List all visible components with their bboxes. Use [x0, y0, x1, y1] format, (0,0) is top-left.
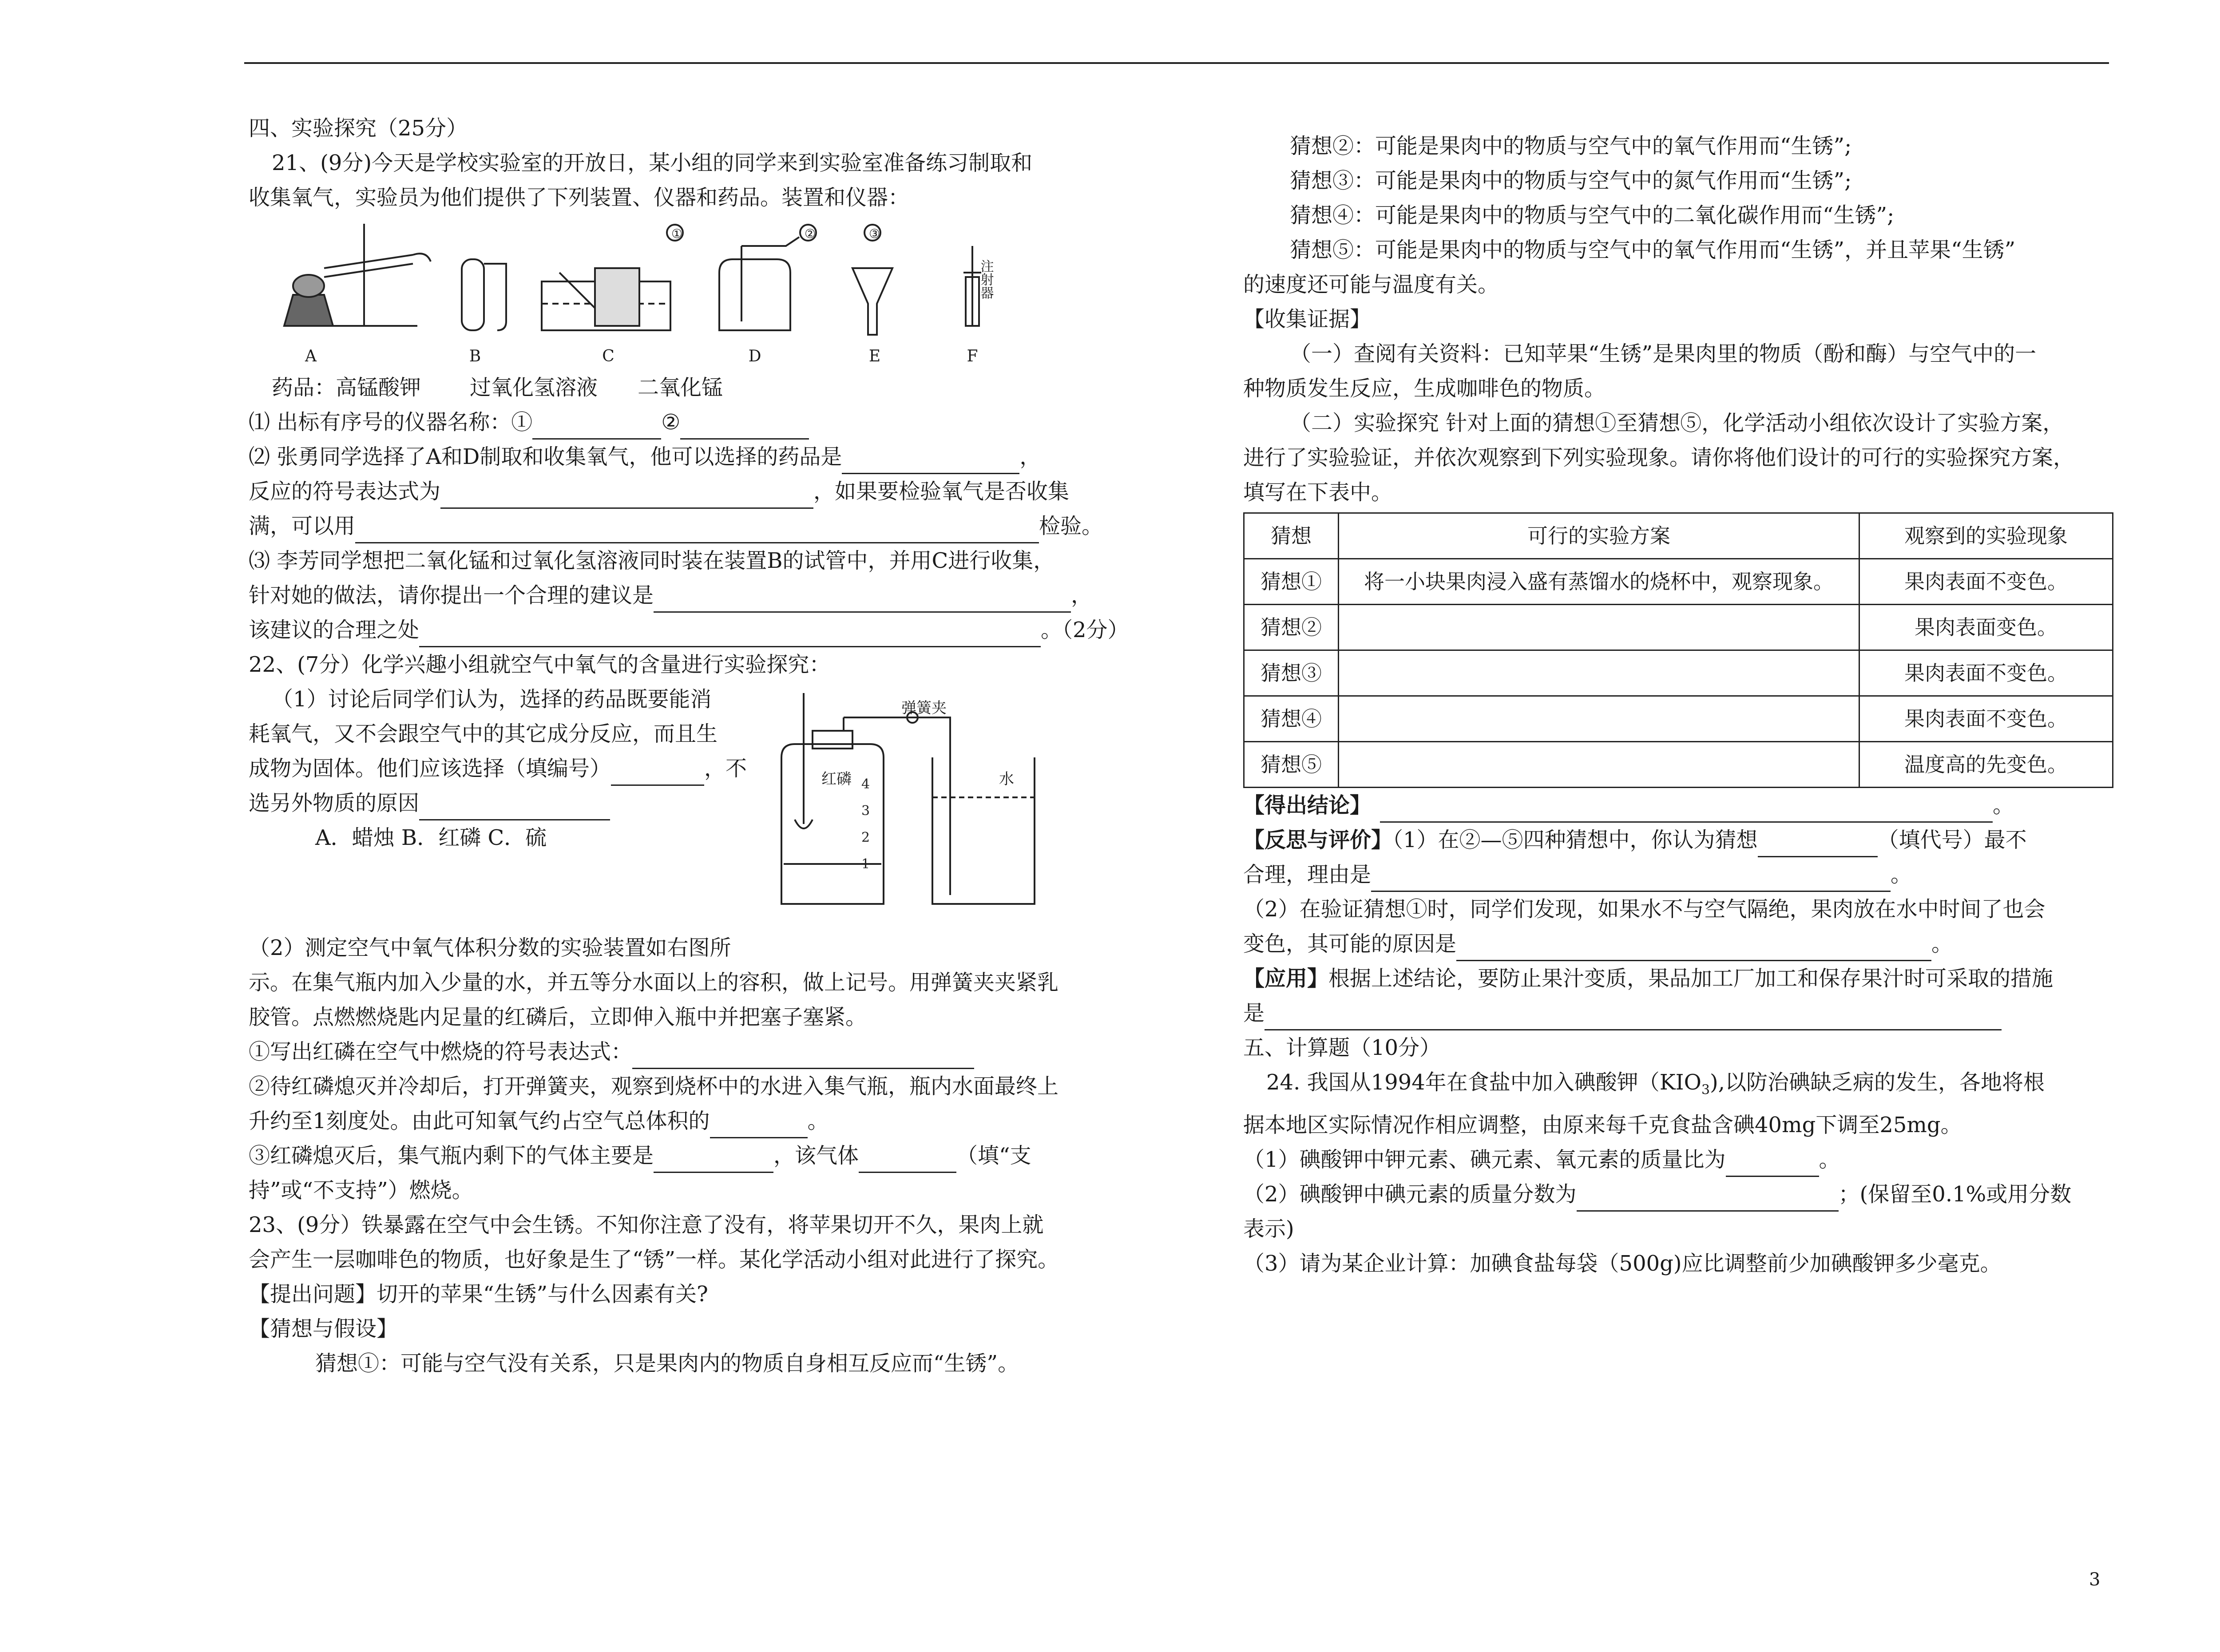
scale-4: 4 [861, 776, 870, 792]
reflection-2b: 变色，其可能的原因是 [1243, 931, 1457, 956]
q24-line2: 据本地区实际情况作相应调整，由原来每千克食盐含碘40mg下调至25mg。 [1243, 1112, 1962, 1137]
answer-blank[interactable] [654, 588, 1071, 613]
right-column [1243, 129, 2113, 1281]
q22-l3b: ，不 [704, 756, 747, 781]
reflection-1d: 。 [1891, 862, 1912, 887]
q22-l11c: （填“支 [956, 1143, 1031, 1168]
answer-blank[interactable] [1456, 937, 1931, 961]
q22-title: 22、(7分）化学兴趣小组就空气中氧气的含量进行实验探究： [249, 652, 831, 677]
answer-blank[interactable] [611, 761, 704, 786]
answer-blank[interactable] [680, 415, 809, 440]
drug-3: 二氧化锰 [638, 375, 723, 400]
left-column: 四、实验探究（25分） 21、(9分)今天是学校实验室的开放日，某小组的同学来到实验室准备练习制取和 收集氧气，实验员为他们提供了下列装置、仪器和药品。装置和仪器： ① ② ③ 注射器 A B C D E F 药品：高锰酸钾 过氧化氢溶液 二氧化锰 ⑴ 出标有序号的仪器名称：① ② ⑵ 张勇同学选择了A和D制取和收集氧气，他可以选择的药品是 ， 反应的符号表达式为 ，如果要检验氧气是否收集 满，可以用 检验。 ⑶ 李芳同学想把二氧化锰和过氧化氢溶液同时装在装置B的试管中，并用C进行收集， 针对她的做法，请你提出一个合理的建议是 ， 该建议的合理之处 。（2分） 22、(7分）化学兴趣小组就空气中氧气的含量进行实验探究： （1）讨论后同学们认为，选择的药品既要能消 耗氧气，又不会跟空气中的其它成分反应，而且生 成物为固体。他们应该选择（填编号） ，不 选另外物质的原因 A．蜡烛 B．红磷 C．硫 4 3 2 1 弹簧夹 红磷 水 （2）测定空气中氧气体积分数的实验装置如右图所 示。在集气瓶内加入少量的水，并五等分水面以上的容积，做上记号。用弹簧夹夹紧乳 胶管。点燃燃烧匙内足量的红磷后，立即伸入瓶中并把塞子塞紧。 ①写出红磷在空气中燃烧的符号表达式： ②待红磷熄灭并冷却后，打开弹簧夹，观察到烧杯中的水进入集气瓶，瓶内水面最终上 升约至1刻度处。由此可知氧气约占空气总体积的 。 ③红磷熄灭后，集气瓶内剩下的气体主要是 ，该气体 （填“支 持”或“不支持”）燃烧。 23、(9分）铁暴露在空气中会生锈。不知你注意了没有，将苹果切开不久，果肉上就 会产生一层咖啡色的物质，也好象是生了“锈”一样。某化学活动小组对此进行了探究。 【提出问题】切开的苹果“生锈”与什么因素有关? 【猜想与假设】 猜想①：可能与空气没有关系，只是果肉内的物质自身相互反应而“生锈”。 [249, 111, 1185, 1381]
q22-l10: 升约至1刻度处。由此可知氧气约占空气总体积的 [249, 1109, 710, 1133]
answer-blank[interactable] [710, 1114, 808, 1138]
section-title: 四、实验探究（25分） [249, 116, 468, 141]
answer-cell[interactable] [1339, 742, 1859, 788]
guess-2: 猜想②：可能是果肉中的物质与空气中的氧气作用而“生锈”; [1290, 134, 1852, 158]
apparatus-drawing [275, 219, 1119, 366]
table-header: 可行的实验方案 [1339, 513, 1859, 559]
q23-l4: 【猜想与假设】 [249, 1316, 398, 1341]
q23-l5: 猜想①：可能与空气没有关系，只是果肉内的物质自身相互反应而“生锈”。 [315, 1351, 1019, 1376]
collect-2a: （二）实验探究 针对上面的猜想①至猜想⑤，化学活动小组依次设计了实验方案， [1290, 411, 2064, 436]
q24-line1b: ),以防治碘缺乏病的发生，各地将根 [1710, 1070, 2045, 1095]
q21-p2: ⑵ 张勇同学选择了A和D制取和收集氧气，他可以选择的药品是 [249, 444, 842, 469]
q22-l1: （1）讨论后同学们认为，选择的药品既要能消 [272, 687, 712, 712]
conclusion-heading: 【得出结论】 [1243, 793, 1372, 818]
marker-3: ③ [869, 226, 880, 241]
scale-3: 3 [861, 803, 870, 819]
q21-line1: 21、(9分)今天是学校实验室的开放日，某小组的同学来到实验室准备练习制取和 [272, 151, 1033, 175]
q22-l8: ①写出红磷在空气中燃烧的符号表达式： [249, 1039, 633, 1064]
page-number: 3 [2089, 1569, 2101, 1590]
drugs-label: 药品： [272, 375, 336, 400]
section5-title: 五、计算题（10分） [1243, 1035, 1441, 1060]
q21-p2d: 满，可以用 [249, 514, 356, 539]
reflection-2c: 。 [1931, 931, 1953, 956]
q21-p2c: ，如果要检验氧气是否收集 [813, 479, 1070, 504]
answer-blank[interactable] [355, 519, 1039, 543]
answer-cell[interactable] [1339, 605, 1859, 650]
table-cell: 果肉表面不变色。 [1859, 559, 2113, 605]
q22-l3: 成物为固体。他们应该选择（填编号） [249, 756, 611, 781]
table-header: 观察到的实验现象 [1859, 513, 2113, 559]
q21-line2: 收集氧气，实验员为他们提供了下列装置、仪器和药品。装置和仪器： [249, 185, 910, 210]
q24-line1: 24. 我国从1994年在食盐中加入碘酸钾（KIO [1266, 1070, 1701, 1095]
label-b: B [469, 347, 481, 365]
q24-subscript: 3 [1701, 1082, 1710, 1098]
answer-blank[interactable] [532, 415, 661, 440]
q22-l9: ②待红磷熄灭并冷却后，打开弹簧夹，观察到烧杯中的水进入集气瓶，瓶内水面最终上 [249, 1074, 1059, 1099]
answer-blank[interactable] [1726, 1153, 1819, 1177]
label-f: F [967, 347, 978, 365]
table-cell: 猜想① [1244, 559, 1339, 605]
q23-l3: 【提出问题】切开的苹果“生锈”与什么因素有关? [249, 1282, 708, 1307]
answer-cell[interactable] [1339, 650, 1859, 696]
collect-2b: 进行了实验验证，并依次观察到下列实验现象。请你将他们设计的可行的实验探究方案， [1243, 445, 2075, 470]
marker-2: ② [805, 226, 816, 241]
table-cell: 猜想④ [1244, 696, 1339, 742]
reflection-2: （2）在验证猜想①时，同学们发现，如果水不与空气隔绝，果肉放在水中时间了也会 [1243, 897, 2046, 922]
table-row [1244, 650, 2113, 696]
phosphorus-label: 红磷 [821, 770, 852, 788]
drug-2: 过氧化氢溶液 [470, 375, 598, 400]
reflection-1b: （填代号）最不 [1877, 828, 2027, 852]
spring-clip-label: 弹簧夹 [901, 699, 947, 717]
table-cell: 果肉表面不变色。 [1859, 696, 2113, 742]
experiment-table [1243, 512, 2113, 788]
collect-heading: 【收集证据】 [1243, 307, 1372, 332]
q21-p2e: 检验。 [1039, 514, 1103, 539]
q24-q1: （1）碘酸钾中钾元素、碘元素、氧元素的质量比为 [1243, 1147, 1726, 1172]
application-text-2: 是 [1243, 1001, 1265, 1026]
scale-1: 1 [861, 856, 870, 872]
answer-cell[interactable] [1339, 696, 1859, 742]
q24-q2c: 表示) [1243, 1216, 1294, 1241]
answer-blank[interactable] [632, 1045, 974, 1069]
q22-l11: ③红磷熄灭后，集气瓶内剩下的气体主要是 [249, 1143, 654, 1168]
q21-p1: ⑴ 出标有序号的仪器名称：① [249, 410, 533, 435]
oxygen-apparatus-figure [768, 686, 1114, 922]
table-cell: 猜想⑤ [1244, 742, 1339, 788]
answer-blank[interactable] [859, 1149, 956, 1173]
drug-1: 高锰酸钾 [336, 375, 421, 400]
answer-blank[interactable] [842, 450, 1019, 474]
q22-block [249, 682, 1185, 931]
scale-2: 2 [861, 830, 870, 845]
collect-2c: 填写在下表中。 [1243, 480, 1393, 505]
q21-p3: ⑶ 李芳同学想把二氧化锰和过氧化氢溶液同时装在装置B的试管中，并用C进行收集， [249, 548, 1055, 573]
table-cell: 将一小块果肉浸入盛有蒸馏水的烧杯中，观察现象。 [1339, 559, 1859, 605]
guess-5: 猜想⑤：可能是果肉中的物质与空气中的氧气作用而“生锈”，并且苹果“生锈” [1290, 238, 2016, 262]
table-cell: 果肉表面不变色。 [1859, 650, 2113, 696]
answer-blank[interactable] [1380, 798, 1993, 823]
header-rule [244, 62, 2109, 64]
marker-1: ① [671, 226, 683, 241]
answer-blank[interactable] [1577, 1187, 1839, 1212]
q22-l5: （2）测定空气中氧气体积分数的实验装置如右图所 [249, 935, 731, 960]
syringe-label: 注射器 [978, 259, 994, 299]
q22-l2: 耗氧气，又不会跟空气中的其它成分反应，而且生 [249, 721, 718, 746]
table-row [1244, 559, 2113, 605]
q22-options: A．蜡烛 B．红磷 C．硫 [315, 825, 547, 850]
answer-blank[interactable] [419, 796, 610, 820]
q22-l6: 示。在集气瓶内加入少量的水，并五等分水面以上的容积，做上记号。用弹簧夹夹紧乳 [249, 970, 1059, 995]
answer-blank[interactable] [654, 1149, 773, 1173]
table-row [1244, 696, 2113, 742]
table-header: 猜想 [1244, 513, 1339, 559]
q21-p2b: 反应的符号表达式为 [249, 479, 441, 504]
q23-l1: 23、(9分）铁暴露在空气中会生锈。不知你注意了没有，将苹果切开不久，果肉上就 [249, 1212, 1044, 1237]
reflection-1: （1）在②—⑤四种猜想中，你认为猜想 [1392, 828, 1758, 852]
label-c: C [602, 347, 614, 365]
q21-p1b: ② [661, 410, 681, 435]
application-text: 根据上述结论，要防止果汁变质，果品加工厂加工和保存果汁时可采取的措施 [1328, 966, 2054, 991]
table-cell: 猜想③ [1244, 650, 1339, 696]
reflection-1c: 合理，理由是 [1243, 862, 1372, 887]
application-heading: 【应用】 [1243, 966, 1329, 991]
collect-1a: （一）查阅有关资料：已知苹果“生锈”是果肉里的物质（酚和酶）与空气中的一 [1290, 341, 2037, 366]
reflection-heading: 【反思与评价】 [1243, 828, 1393, 852]
label-d: D [748, 347, 761, 365]
q24-q2b: ；(保留至0.1%或用分数 [1838, 1181, 2072, 1207]
q22-l10b: 。 [807, 1109, 829, 1133]
water-label: 水 [999, 770, 1014, 788]
q22-l12: 持”或“不支持”）燃烧。 [249, 1178, 473, 1203]
q21-p3d: 。（2分） [1041, 618, 1129, 642]
answer-blank[interactable] [1758, 833, 1878, 857]
answer-blank[interactable] [1371, 868, 1891, 892]
q24-q2: （2）碘酸钾中碘元素的质量分数为 [1243, 1181, 1577, 1207]
label-a: A [305, 347, 317, 365]
table-cell: 果肉表面变色。 [1859, 605, 2113, 650]
q22-l11b: ，该气体 [773, 1143, 859, 1168]
apparatus-figure [275, 219, 1119, 366]
guess-3: 猜想③：可能是果肉中的物质与空气中的氮气作用而“生锈”; [1290, 168, 1852, 193]
guess-4: 猜想④：可能是果肉中的物质与空气中的二氧化碳作用而“生锈”; [1290, 203, 1895, 228]
q22-l4: 选另外物质的原因 [249, 791, 420, 816]
label-e: E [868, 347, 881, 365]
q23-l2: 会产生一层咖啡色的物质，也好象是生了“锈”一样。某化学活动小组对此进行了探究。 [249, 1247, 1059, 1272]
answer-blank[interactable] [440, 484, 813, 509]
q24-q3: （3）请为某企业计算：加碘食盐每袋（500g)应比调整前少加碘酸钾多少毫克。 [1243, 1251, 2002, 1276]
table-header-row [1244, 513, 2113, 559]
q22-l7: 胶管。点燃燃烧匙内足量的红磷后，立即伸入瓶中并把塞子塞紧。 [249, 1005, 867, 1030]
table-row [1244, 742, 2113, 788]
q24-q1-end: 。 [1819, 1147, 1840, 1172]
answer-blank[interactable] [1265, 1006, 2002, 1030]
q21-p3b: 针对她的做法，请你提出一个合理的建议是 [249, 583, 654, 608]
answer-blank[interactable] [419, 623, 1041, 647]
q21-p3c: 该建议的合理之处 [249, 618, 420, 642]
table-cell: 猜想② [1244, 605, 1339, 650]
collect-1b: 种物质发生反应，生成咖啡色的物质。 [1243, 376, 1606, 401]
table-cell: 温度高的先变色。 [1859, 742, 2113, 788]
conclusion-end: 。 [1993, 793, 2014, 818]
table-row [1244, 605, 2113, 650]
guess-5b: 的速度还可能与温度有关。 [1243, 272, 1499, 297]
